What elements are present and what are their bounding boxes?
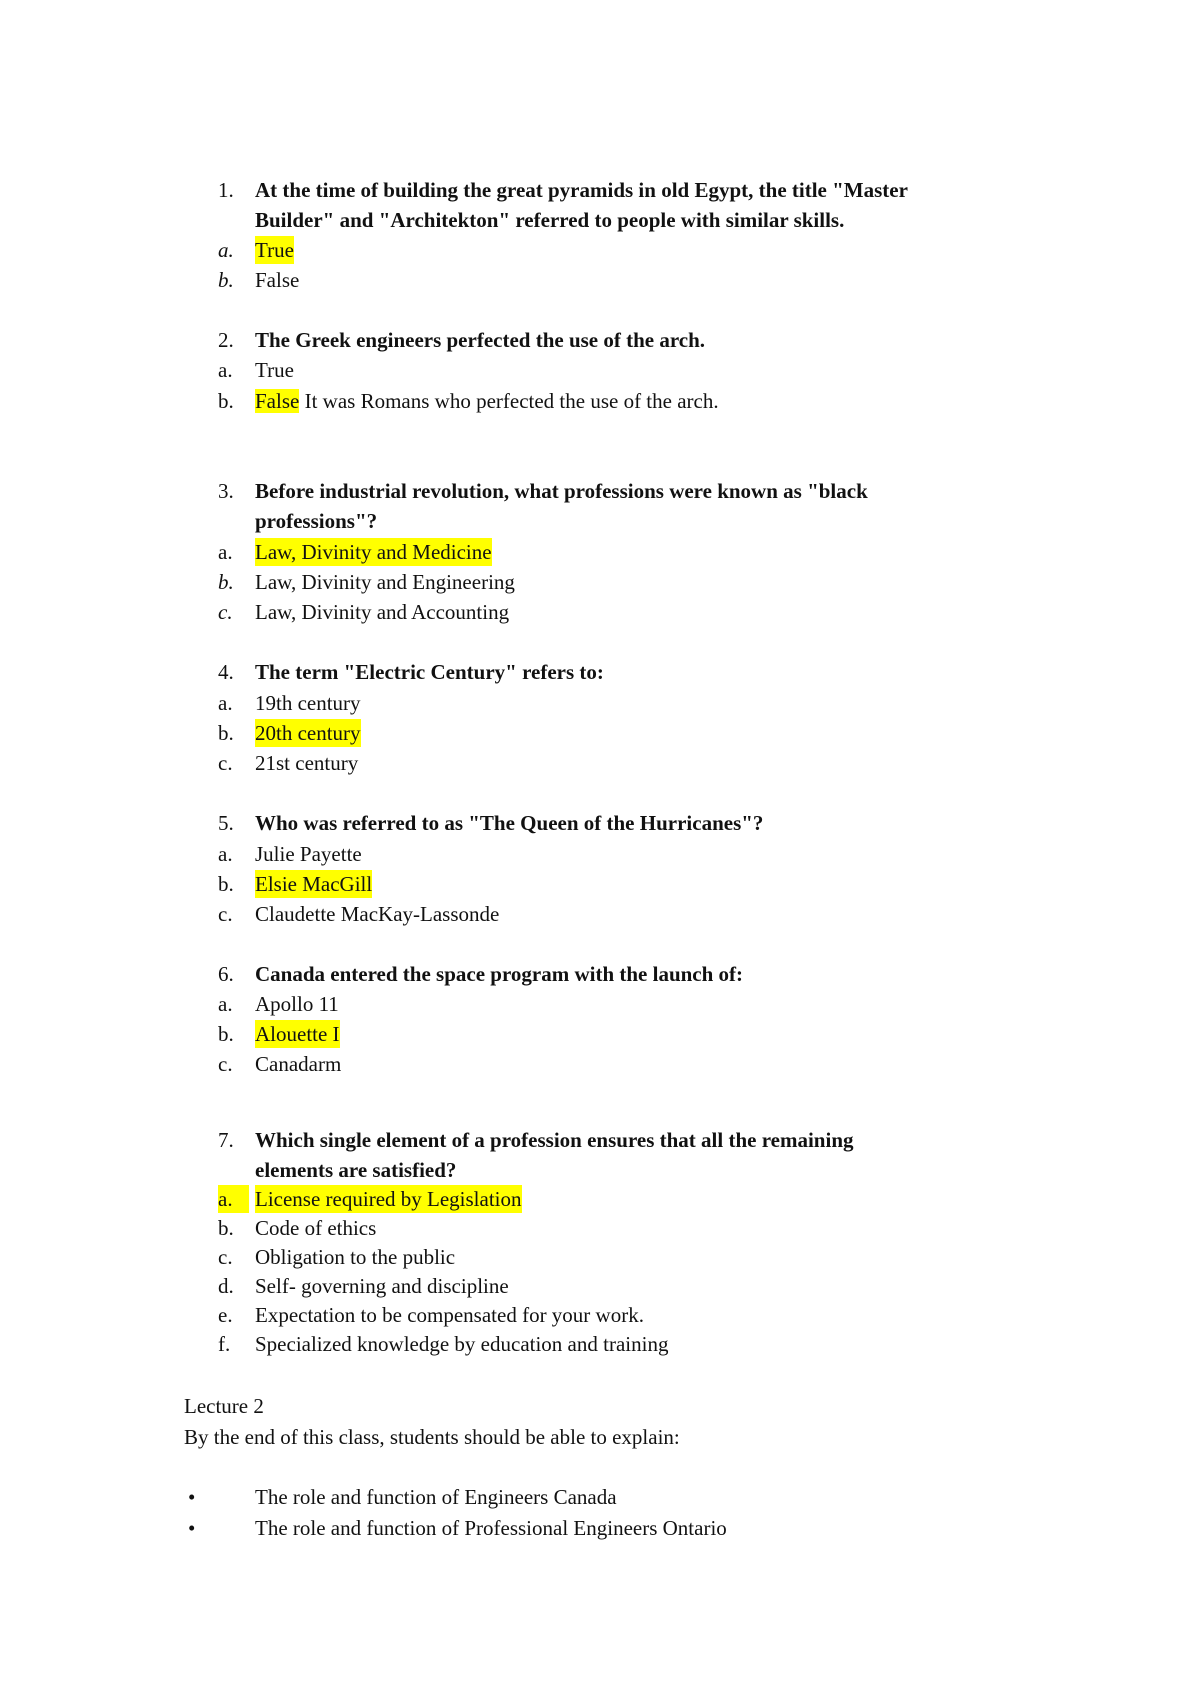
option-text: Self- governing and discipline <box>255 1274 509 1298</box>
question-text: Canada entered the space program with the launch of: <box>255 962 744 986</box>
option-text-wrapper <box>255 387 719 415</box>
option-letter: b. <box>218 1216 234 1240</box>
option-text-correct: 20th century <box>255 721 361 745</box>
bullet-text: The role and function of Professional Engineers Ontario <box>255 1516 727 1540</box>
option-text-correct: Elsie MacGill <box>255 872 373 896</box>
option-text-correct: Alouette I <box>255 1022 340 1046</box>
option-text-correct: License required by Legislation <box>255 1187 522 1211</box>
option-letter: d. <box>218 1274 234 1298</box>
option-letter: a. <box>218 1185 249 1213</box>
bullet-text: The role and function of Engineers Canada <box>255 1485 617 1509</box>
question-number: 5. <box>218 811 234 835</box>
option-text: Expectation to be compensated for your work. <box>255 1303 644 1327</box>
question-number: 2. <box>218 328 234 352</box>
option-letter: f. <box>218 1332 231 1356</box>
option-note: It was Romans who perfected the use of the arch. <box>299 389 719 413</box>
option-text: True <box>255 358 294 382</box>
bullet-icon: • <box>188 1516 196 1540</box>
question-text: The Greek engineers perfected the use of the arch. <box>255 328 706 352</box>
bullet-icon: • <box>188 1485 196 1509</box>
question-text: The term "Electric Century" refers to: <box>255 660 604 684</box>
question-number: 4. <box>218 660 234 684</box>
option-text-correct: Law, Divinity and Medicine <box>255 540 492 564</box>
option-text: Law, Divinity and Engineering <box>255 570 515 594</box>
option-letter: b. <box>218 721 234 745</box>
lecture-intro-text: By the end of this class, students should be able to explain: <box>184 1425 680 1449</box>
option-text-correct: False <box>255 389 300 413</box>
option-letter: b. <box>218 389 234 413</box>
option-text: 19th century <box>255 691 361 715</box>
question-text: At the time of building the great pyramids in old Egypt, the title "Master <box>255 178 908 202</box>
option-letter: c. <box>218 1052 233 1076</box>
option-letter: a. <box>218 358 233 382</box>
option-text: Law, Divinity and Accounting <box>255 600 510 624</box>
option-text: 21st century <box>255 751 359 775</box>
option-letter: e. <box>218 1303 233 1327</box>
option-text: Obligation to the public <box>255 1245 456 1269</box>
option-letter: b. <box>218 872 234 896</box>
option-letter: c. <box>218 902 233 926</box>
option-text: Code of ethics <box>255 1216 377 1240</box>
option-text: Claudette MacKay-Lassonde <box>255 902 500 926</box>
option-text: Apollo 11 <box>255 992 339 1016</box>
question-text: professions"? <box>255 509 378 533</box>
option-letter: c. <box>218 1245 233 1269</box>
question-number: 3. <box>218 479 234 503</box>
question-number: 1. <box>218 178 234 202</box>
option-letter: b. <box>218 268 234 292</box>
option-text: False <box>255 268 300 292</box>
option-letter: c. <box>218 600 233 624</box>
lecture-title-text: Lecture 2 <box>184 1394 264 1418</box>
question-text: Before industrial revolution, what professions were known as "black <box>255 479 868 503</box>
question-text: Builder" and "Architekton" referred to people with similar skills. <box>255 208 845 232</box>
question-text: Who was referred to as "The Queen of the Hurricanes"? <box>255 811 764 835</box>
option-letter: b. <box>218 570 234 594</box>
option-letter: b. <box>218 1022 234 1046</box>
option-text-correct: True <box>255 238 294 262</box>
option-text: Specialized knowledge by education and training <box>255 1332 669 1356</box>
option-letter: a. <box>218 540 233 564</box>
question-text: elements are satisfied? <box>255 1158 457 1182</box>
option-letter: c. <box>218 751 233 775</box>
question-number: 7. <box>218 1128 234 1152</box>
question-number: 6. <box>218 962 234 986</box>
option-letter: a. <box>218 238 234 262</box>
question-text: Which single element of a profession ensures that all the remaining <box>255 1128 854 1152</box>
option-letter: a. <box>218 691 233 715</box>
option-letter: a. <box>218 992 233 1016</box>
option-letter: a. <box>218 842 233 866</box>
option-text: Canadarm <box>255 1052 342 1076</box>
option-text: Julie Payette <box>255 842 362 866</box>
